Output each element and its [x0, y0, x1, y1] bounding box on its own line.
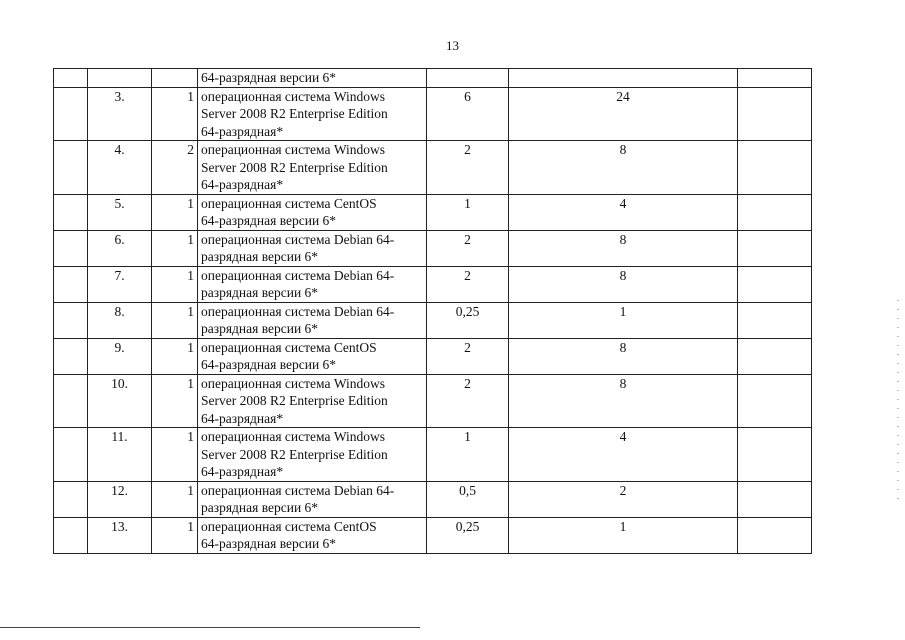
- description-cell: [198, 428, 427, 482]
- value-b-cell: 4: [509, 428, 738, 482]
- value-b-cell: 2: [509, 481, 738, 517]
- value-b-cell: 4: [509, 194, 738, 230]
- table-row: [54, 428, 812, 482]
- description-line: операционная система Windows: [201, 88, 386, 104]
- table-row: [54, 338, 812, 374]
- description-line: 64-разрядная*: [201, 177, 284, 192]
- margin-cell: [54, 194, 88, 230]
- table-body: [54, 69, 812, 554]
- description-line: операционная система Debian 64-: [201, 231, 395, 247]
- margin-cell: [54, 374, 88, 428]
- row-number-cell: 8.: [88, 302, 152, 338]
- description-line: разрядная версии 6*: [201, 249, 319, 264]
- table-row: [54, 266, 812, 302]
- description-line: Server 2008 R2 Enterprise Edition: [201, 159, 388, 175]
- quantity-cell: 1: [152, 302, 198, 338]
- quantity-cell: 1: [152, 481, 198, 517]
- description-cell: [198, 87, 427, 141]
- margin-cell: [54, 266, 88, 302]
- value-a-cell: 0,25: [427, 302, 509, 338]
- quantity-cell: 1: [152, 230, 198, 266]
- server-os-table: [53, 68, 812, 554]
- description-line: 64-разрядная версии 6*: [201, 70, 337, 85]
- value-a-cell: 1: [427, 194, 509, 230]
- description-line: Server 2008 R2 Enterprise Edition: [201, 446, 388, 462]
- extra-cell: [738, 194, 812, 230]
- value-a-cell: 0,5: [427, 481, 509, 517]
- table-row: [54, 141, 812, 195]
- extra-cell: [738, 87, 812, 141]
- margin-cell: [54, 87, 88, 141]
- extra-cell: [738, 69, 812, 88]
- table-row: [54, 194, 812, 230]
- row-number-cell: 6.: [88, 230, 152, 266]
- description-cell: [198, 230, 427, 266]
- extra-cell: [738, 517, 812, 553]
- extra-cell: [738, 230, 812, 266]
- description-line: 64-разрядная*: [201, 464, 284, 479]
- margin-cell: [54, 517, 88, 553]
- quantity-cell: 1: [152, 428, 198, 482]
- scan-artifact-line: [0, 627, 420, 628]
- row-number-cell: 11.: [88, 428, 152, 482]
- value-a-cell: 2: [427, 374, 509, 428]
- extra-cell: [738, 428, 812, 482]
- margin-cell: [54, 338, 88, 374]
- table-row: [54, 374, 812, 428]
- description-cell: [198, 141, 427, 195]
- description-cell: [198, 374, 427, 428]
- description-line: Server 2008 R2 Enterprise Edition: [201, 393, 388, 408]
- extra-cell: [738, 302, 812, 338]
- margin-cell: [54, 302, 88, 338]
- row-number-cell: 12.: [88, 481, 152, 517]
- description-line: операционная система Windows: [201, 142, 386, 157]
- table-row: [54, 69, 812, 88]
- description-line: разрядная версии 6*: [201, 500, 319, 515]
- description-cell: [198, 194, 427, 230]
- extra-cell: [738, 374, 812, 428]
- row-number-cell: 13.: [88, 517, 152, 553]
- table-row: [54, 230, 812, 266]
- value-b-cell: [509, 69, 738, 88]
- description-line: операционная система Windows: [201, 375, 386, 391]
- value-a-cell: 0,25: [427, 517, 509, 553]
- extra-cell: [738, 266, 812, 302]
- table-row: [54, 302, 812, 338]
- row-number-cell: 9.: [88, 338, 152, 374]
- extra-cell: [738, 141, 812, 195]
- row-number-cell: 7.: [88, 266, 152, 302]
- table-row: [54, 87, 812, 141]
- row-number-cell: 5.: [88, 194, 152, 230]
- margin-cell: [54, 141, 88, 195]
- value-a-cell: 2: [427, 141, 509, 195]
- description-cell: [198, 338, 427, 374]
- value-a-cell: 2: [427, 338, 509, 374]
- description-line: разрядная версии 6*: [201, 285, 319, 300]
- value-b-cell: 8: [509, 374, 738, 428]
- description-line: операционная система Windows: [201, 429, 386, 444]
- quantity-cell: 1: [152, 194, 198, 230]
- value-a-cell: 1: [427, 428, 509, 482]
- quantity-cell: [152, 69, 198, 88]
- description-line: операционная система CentOS: [201, 518, 377, 534]
- margin-cell: [54, 428, 88, 482]
- description-line: операционная система Debian 64-: [201, 303, 395, 319]
- value-b-cell: 24: [509, 87, 738, 141]
- value-b-cell: 8: [509, 338, 738, 374]
- description-cell: [198, 266, 427, 302]
- description-line: операционная система CentOS: [201, 339, 377, 355]
- row-number-cell: 3.: [88, 87, 152, 141]
- description-cell: [198, 481, 427, 517]
- extra-cell: [738, 481, 812, 517]
- quantity-cell: 1: [152, 517, 198, 553]
- description-line: Server 2008 R2 Enterprise Edition: [201, 106, 388, 121]
- description-line: 64-разрядная*: [201, 410, 284, 426]
- margin-cell: [54, 69, 88, 88]
- page-number: 13: [446, 38, 459, 53]
- value-a-cell: [427, 69, 509, 88]
- description-line: 64-разрядная*: [201, 123, 284, 139]
- extra-cell: [738, 338, 812, 374]
- row-number-cell: 4.: [88, 141, 152, 195]
- table-row: [54, 517, 812, 553]
- description-line: 64-разрядная версии 6*: [201, 357, 337, 372]
- description-cell: [198, 517, 427, 553]
- value-b-cell: 8: [509, 230, 738, 266]
- description-cell: [198, 302, 427, 338]
- value-b-cell: 8: [509, 266, 738, 302]
- row-number-cell: [88, 69, 152, 88]
- quantity-cell: 1: [152, 87, 198, 141]
- scan-artifact-dots: [897, 300, 899, 500]
- description-line: разрядная версии 6*: [201, 321, 319, 336]
- description-cell: [198, 69, 427, 88]
- value-b-cell: 1: [509, 302, 738, 338]
- quantity-cell: 1: [152, 266, 198, 302]
- margin-cell: [54, 230, 88, 266]
- description-line: операционная система CentOS: [201, 195, 377, 211]
- value-a-cell: 2: [427, 230, 509, 266]
- row-number-cell: 10.: [88, 374, 152, 428]
- quantity-cell: 1: [152, 338, 198, 374]
- description-line: 64-разрядная версии 6*: [201, 536, 337, 551]
- value-b-cell: 8: [509, 141, 738, 195]
- value-a-cell: 6: [427, 87, 509, 141]
- margin-cell: [54, 481, 88, 517]
- quantity-cell: 2: [152, 141, 198, 195]
- description-line: 64-разрядная версии 6*: [201, 213, 337, 228]
- description-line: операционная система Debian 64-: [201, 482, 395, 498]
- table-row: [54, 481, 812, 517]
- quantity-cell: 1: [152, 374, 198, 428]
- description-line: операционная система Debian 64-: [201, 267, 395, 283]
- value-b-cell: 1: [509, 517, 738, 553]
- value-a-cell: 2: [427, 266, 509, 302]
